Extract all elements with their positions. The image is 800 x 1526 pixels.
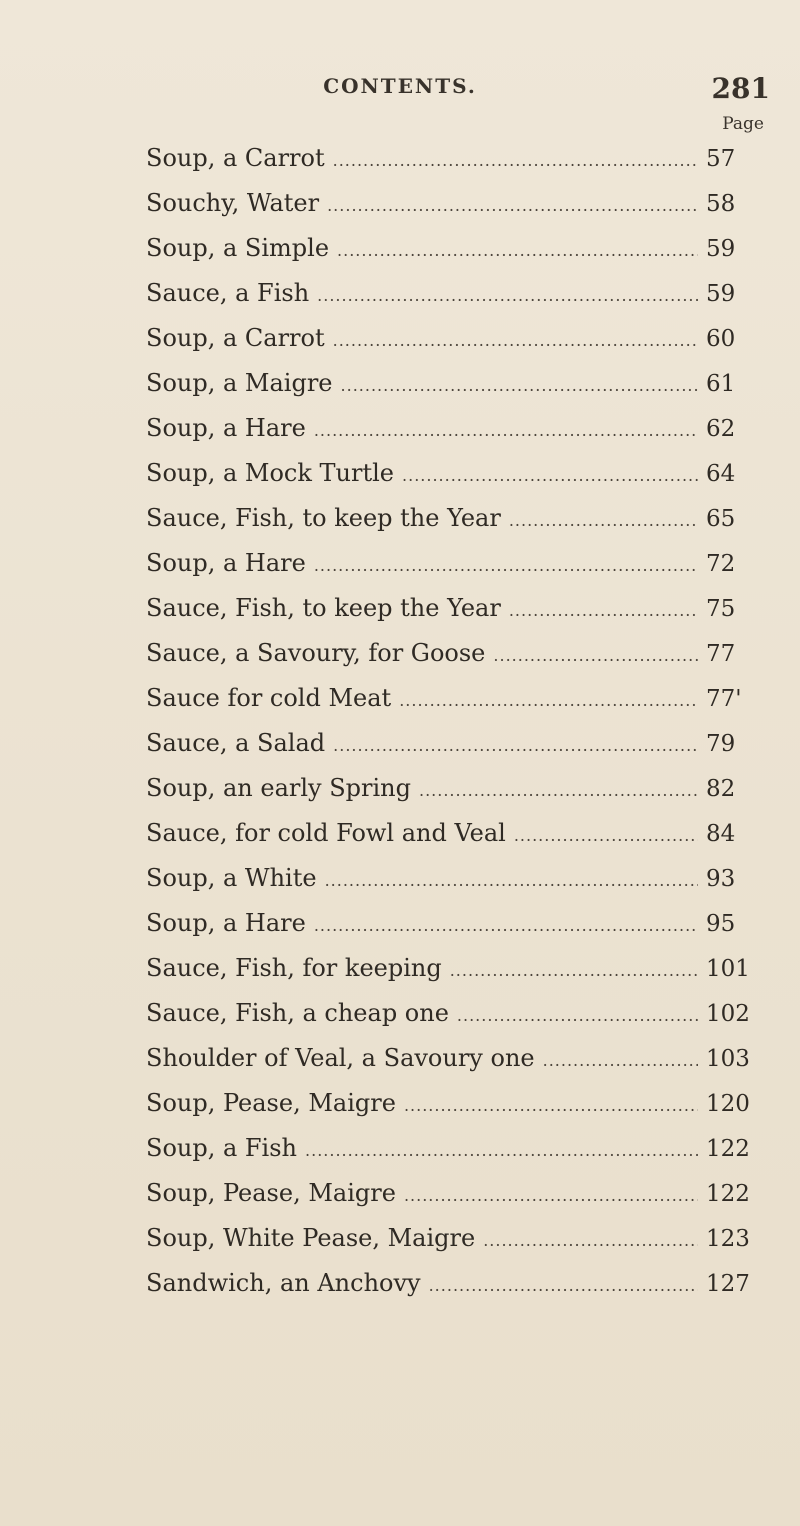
- entry-title: Soup, a Hare: [146, 549, 306, 577]
- dot-leader: [429, 1263, 698, 1306]
- entry-page: 64: [706, 461, 736, 487]
- dot-leader: [305, 1128, 698, 1171]
- contents-entry: [146, 721, 766, 766]
- dot-leader: [514, 813, 698, 856]
- entry-title: Sauce, Fish, a cheap one: [146, 999, 449, 1027]
- contents-entry: [146, 676, 766, 721]
- entry-title: Sauce, a Salad: [146, 729, 326, 757]
- entry-title: Sauce, for cold Fowl and Veal: [146, 819, 506, 847]
- entry-title: Sauce, a Savoury, for Goose: [146, 639, 486, 667]
- contents-list: [146, 136, 766, 1306]
- entry-title: Soup, White Pease, Maigre: [146, 1224, 476, 1252]
- entry-title: Sauce, Fish, to keep the Year: [146, 504, 501, 532]
- contents-entry: [146, 496, 766, 541]
- entry-title: Soup, Pease, Maigre: [146, 1179, 396, 1207]
- entry-page: 127: [706, 1271, 750, 1297]
- contents-entry: [146, 991, 766, 1036]
- entry-page: 95: [706, 911, 736, 937]
- entry-title: Soup, Pease, Maigre: [146, 1089, 396, 1117]
- dot-leader: [457, 993, 698, 1036]
- dot-leader: [333, 318, 698, 361]
- entry-page: 82: [706, 776, 736, 802]
- contents-entry: [146, 541, 766, 586]
- entry-title: Soup, a Carrot: [146, 144, 325, 172]
- dot-leader: [327, 183, 698, 226]
- dot-leader: [404, 1083, 698, 1126]
- contents-entry: [146, 136, 766, 181]
- entry-title: Sauce, Fish, for keeping: [146, 954, 442, 982]
- entry-title: Soup, a Mock Turtle: [146, 459, 395, 487]
- contents-entry: [146, 226, 766, 271]
- contents-entry: [146, 1081, 766, 1126]
- entry-page: 84: [706, 821, 736, 847]
- dot-leader: [341, 363, 698, 406]
- dot-leader: [314, 408, 698, 451]
- contents-entry: [146, 1261, 766, 1306]
- contents-entry: [146, 586, 766, 631]
- page-column-label: Page: [722, 114, 764, 134]
- entry-page: 102: [706, 1001, 750, 1027]
- dot-leader: [325, 858, 698, 901]
- entry-page: 123: [706, 1226, 750, 1252]
- entry-page: 122: [706, 1136, 750, 1162]
- contents-entry: [146, 1126, 766, 1171]
- dot-leader: [399, 678, 698, 721]
- entry-page: 59: [706, 281, 736, 307]
- page-number: 281: [711, 72, 770, 105]
- dot-leader: [493, 633, 698, 676]
- entry-title: Sandwich, an Anchovy: [146, 1269, 421, 1297]
- contents-entry: [146, 631, 766, 676]
- contents-entry: [146, 856, 766, 901]
- contents-entry: [146, 1036, 766, 1081]
- entry-page: 59: [706, 236, 736, 262]
- entry-page: 93: [706, 866, 736, 892]
- dot-leader: [404, 1173, 698, 1216]
- dot-leader: [509, 498, 698, 541]
- entry-title: Soup, a Simple: [146, 234, 330, 262]
- contents-entry: [146, 451, 766, 496]
- dot-leader: [317, 273, 698, 316]
- entry-page: 75: [706, 596, 736, 622]
- entry-title: Sauce, Fish, to keep the Year: [146, 594, 501, 622]
- running-header-title: CONTENTS.: [323, 74, 477, 98]
- entry-page: 72: [706, 551, 736, 577]
- entry-title: Sauce, a Fish: [146, 279, 310, 307]
- entry-page: 61: [706, 371, 736, 397]
- dot-leader: [333, 723, 698, 766]
- contents-entry: [146, 1171, 766, 1216]
- entry-page: 58: [706, 191, 736, 217]
- entry-title: Soup, a White: [146, 864, 317, 892]
- contents-entry: [146, 316, 766, 361]
- entry-page: 101: [706, 956, 750, 982]
- entry-page: 103: [706, 1046, 750, 1072]
- entry-page: 62: [706, 416, 736, 442]
- contents-entry: [146, 946, 766, 991]
- entry-page: 77': [706, 686, 742, 712]
- contents-entry: [146, 181, 766, 226]
- entry-page: 57: [706, 146, 736, 172]
- entry-title: Souchy, Water: [146, 189, 320, 217]
- contents-entry: [146, 766, 766, 811]
- contents-entry: [146, 361, 766, 406]
- dot-leader: [314, 543, 698, 586]
- entry-title: Soup, a Fish: [146, 1134, 298, 1162]
- entry-title: Soup, a Hare: [146, 414, 306, 442]
- entry-title: Soup, an early Spring: [146, 774, 411, 802]
- dot-leader: [419, 768, 698, 811]
- dot-leader: [450, 948, 698, 991]
- entry-page: 60: [706, 326, 736, 352]
- entry-page: 122: [706, 1181, 750, 1207]
- entry-page: 120: [706, 1091, 750, 1117]
- dot-leader: [333, 138, 698, 181]
- contents-entry: [146, 1216, 766, 1261]
- entry-page: 77: [706, 641, 736, 667]
- entry-title: Shoulder of Veal, a Savoury one: [146, 1044, 535, 1072]
- dot-leader: [509, 588, 698, 631]
- entry-page: 65: [706, 506, 736, 532]
- dot-leader: [337, 228, 698, 271]
- entry-title: Soup, a Hare: [146, 909, 306, 937]
- dot-leader: [483, 1218, 698, 1261]
- entry-page: 79: [706, 731, 736, 757]
- contents-entry: [146, 901, 766, 946]
- dot-leader: [314, 903, 698, 946]
- entry-title: Soup, a Carrot: [146, 324, 325, 352]
- contents-entry: [146, 406, 766, 451]
- entry-title: Soup, a Maigre: [146, 369, 333, 397]
- dot-leader: [402, 453, 698, 496]
- dot-leader: [543, 1038, 698, 1081]
- contents-entry: [146, 811, 766, 856]
- entry-title: Sauce for cold Meat: [146, 684, 392, 712]
- contents-entry: [146, 271, 766, 316]
